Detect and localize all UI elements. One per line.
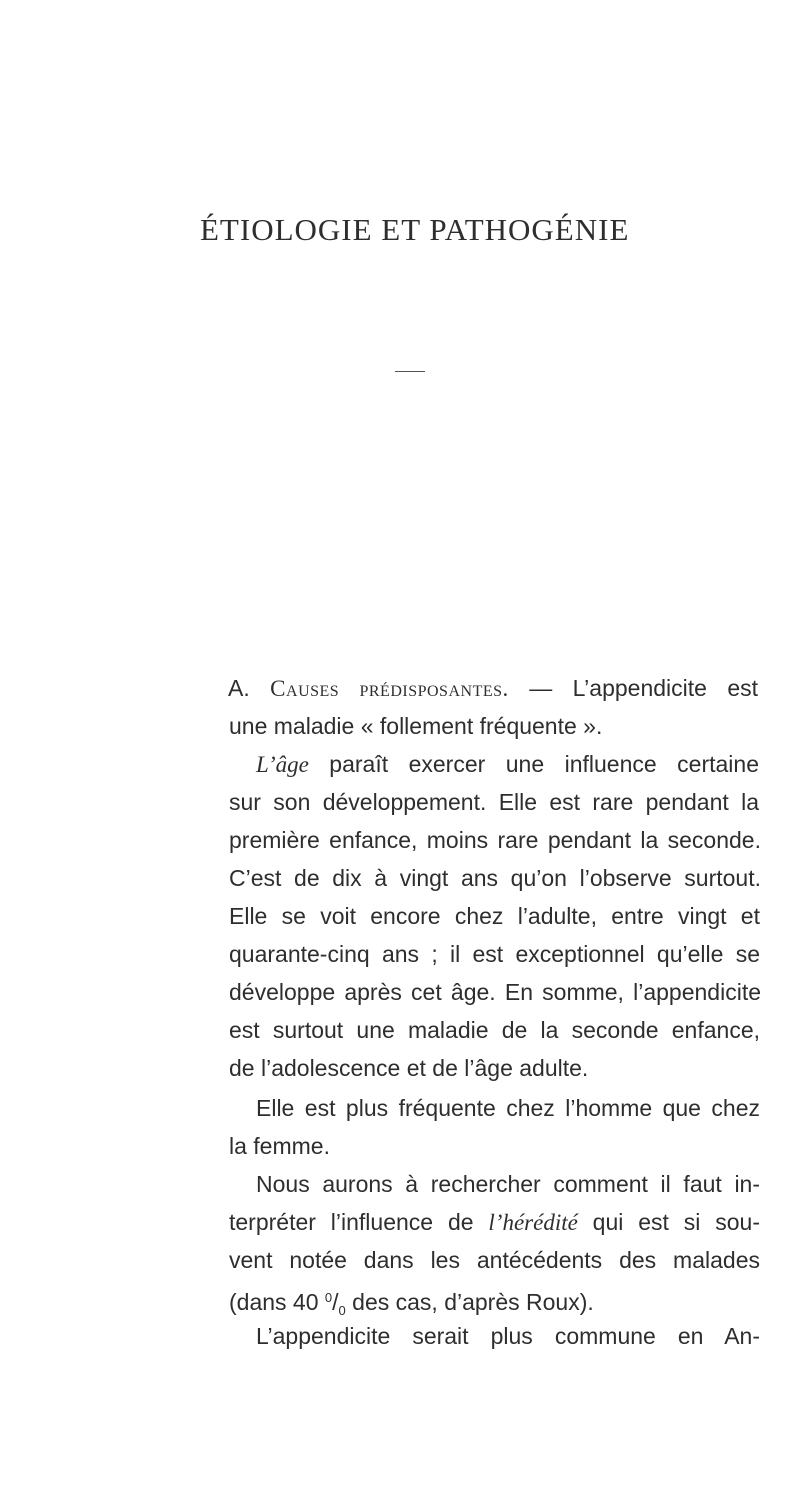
paragraph-line: première enfance, moins rare pendant la seconde. xyxy=(229,827,761,853)
paragraph-text: qui est si sou- xyxy=(577,1209,761,1235)
em-dash: — xyxy=(529,675,553,701)
italic-term: l’hérédité xyxy=(488,1210,578,1235)
paragraph-line: de l’adolescence et de l’âge adulte. xyxy=(229,1055,589,1081)
percent-sign-top: 0 xyxy=(324,1290,333,1305)
paragraph-line: Elle se voit encore chez l’adulte, entre vingt et xyxy=(229,903,760,929)
paragraph-line: vent notée dans les antécédents des malades xyxy=(229,1247,760,1273)
title-divider xyxy=(395,371,425,372)
paragraph-text: terpréter l’influence de xyxy=(229,1209,489,1235)
paragraph-line: sur son développement. Elle est rare pendant la xyxy=(229,789,759,815)
paragraph-line xyxy=(256,750,759,779)
paragraph-line xyxy=(229,1284,594,1325)
paragraph-line: quarante-cinq ans ; il est exceptionnel qu’elle se xyxy=(229,941,760,967)
chapter-title: ÉTIOLOGIE ET PATHOGÉNIE xyxy=(200,212,630,247)
paragraph-line: L’appendicite serait plus commune en An- xyxy=(256,1323,760,1349)
paragraph-line: développe après cet âge. En somme, l’appendicite xyxy=(229,979,761,1005)
section-heading: Causes prédisposantes. xyxy=(270,676,509,701)
paragraph-text: L’appendicite est xyxy=(572,675,759,701)
paragraph-line: Nous aurons à rechercher comment il faut in- xyxy=(256,1171,760,1197)
paragraph-line: une maladie « follement fréquente ». xyxy=(229,713,603,739)
paragraph-line: Elle est plus fréquente chez l’homme que chez xyxy=(256,1095,760,1121)
paragraph-line xyxy=(229,1208,760,1237)
paragraph-text: paraît exercer une influence certaine xyxy=(308,751,759,777)
paragraph-text: des cas, d’après Roux). xyxy=(345,1289,594,1315)
paragraph-line: est surtout une maladie de la seconde enfance, xyxy=(229,1017,760,1043)
section-label: A. xyxy=(228,675,250,701)
percent-sign-slash: / xyxy=(332,1289,339,1315)
paragraph-line xyxy=(228,674,758,703)
paragraph-line: la femme. xyxy=(229,1133,330,1159)
paragraph-text: (dans 40 xyxy=(229,1289,325,1315)
paragraph-line: C’est de dix à vingt ans qu’on l’observe surtout. xyxy=(229,865,761,891)
percent-sign-bottom: 0 xyxy=(338,1303,346,1318)
italic-term: L’âge xyxy=(256,752,309,777)
